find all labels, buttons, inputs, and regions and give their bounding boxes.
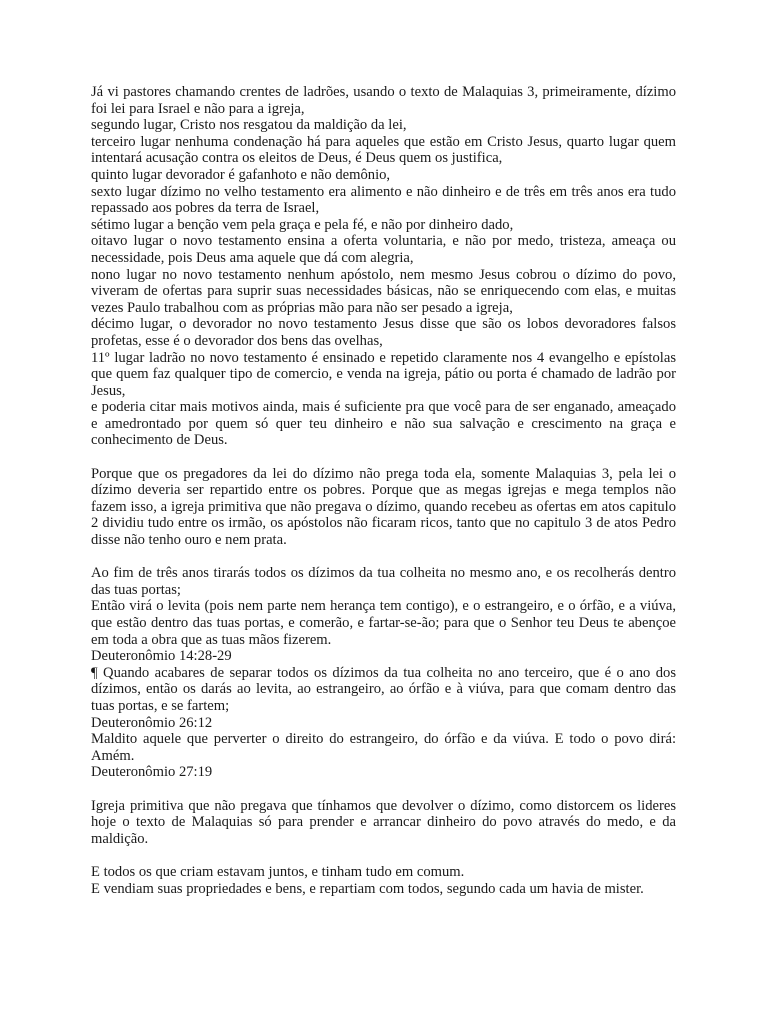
text-line: nono lugar no novo testamento nenhum apóstolo, nem mesmo Jesus cobrou o dízimo do povo, viveram de ofertas para suprir suas necessidades básicas, não se enriquecendo com elas, e muitas vezes Paulo trabalhou com as próprias mão para não ser pesado a igreja, xyxy=(91,266,676,316)
text-line: quinto lugar devorador é gafanhoto e não demônio, xyxy=(91,166,391,183)
paragraph-primitive-church: Igreja primitiva que não pregava que tínhamos que devolver o dízimo, como distorcem os lideres hoje o texto de Malaquias só para prender e arrancar dinheiro do povo através do medo, e da maldição. xyxy=(91,797,676,847)
paragraph-preachers: Porque que os pregadores da lei do dízimo não prega toda ela, somente Malaquias 3, pela lei o dízimo deveria ser repartido entre os pobres. Porque que as megas igrejas e mega templos não fazem isso, a igreja primitiva que não pregava o dízimo, quando recebeu as ofertas em atos capitulo 2 dividiu tudo entre os irmão, os apóstolos não ficaram ricos, tanto que no capitulo 3 de atos Pedro disse não tenho ouro e nem prata. xyxy=(91,465,676,549)
text-line: segundo lugar, Cristo nos resgatou da maldição da lei, xyxy=(91,117,407,134)
paragraph-gap xyxy=(91,781,676,798)
text-line: sétimo lugar a benção vem pela graça e pela fé, e não por dinheiro dado, xyxy=(91,216,514,233)
paragraph-gap xyxy=(91,847,676,864)
text-line: Então virá o levita (pois nem parte nem herança tem contigo), e o estrangeiro, e o órfão, e a viúva, que estão dentro das tuas portas, e comerão, e fartar-se-ão; para que o Senhor teu Deus te abençoe em toda a obra que as tuas mãos fizerem. xyxy=(91,598,676,648)
text-line: ¶ Quando acabares de separar todos os dízimos da tua colheita no ano terceiro, que é o ano dos dízimos, então os darás ao levita, ao estrangeiro, ao órfão e à viúva, para que comam dentro das tuas portas, e se fartem; xyxy=(91,664,676,714)
paragraph-gap xyxy=(91,449,676,466)
paragraph-acts xyxy=(91,864,676,897)
text-line: terceiro lugar nenhuma condenação há para aqueles que estão em Cristo Jesus, quarto lugar quem intentará acusação contra os eleitos de Deus, é Deus quem os justifica, xyxy=(91,133,676,167)
text-line: oitavo lugar o novo testamento ensina a oferta voluntaria, e não por medo, tristeza, ameaça ou necessidade, pois Deus ama aquele que dá com alegria, xyxy=(91,233,676,266)
text-line: e poderia citar mais motivos ainda, mais é suficiente pra que você para de ser enganado, ameaçado e amedrontado por quem só quer teu dinheiro e não sua salvação e crescimento na graça e conhecimento de Deus. xyxy=(91,399,676,449)
citation: Deuteronômio 27:19 xyxy=(91,764,213,781)
text-line: Ao fim de três anos tirarás todos os dízimos da tua colheita no mesmo ano, e os recolherás dentro das tuas portas; xyxy=(91,565,676,598)
citation: Deuteronômio 26:12 xyxy=(91,714,213,731)
text-line: Já vi pastores chamando crentes de ladrões, usando o texto de Malaquias 3, primeiramente, dízimo foi lei para Israel e não para a igreja, xyxy=(91,84,676,117)
text-line: E vendiam suas propriedades e bens, e repartiam com todos, segundo cada um havia de mister. xyxy=(91,880,644,897)
document-page xyxy=(91,84,676,897)
paragraph-gap xyxy=(91,549,676,566)
text-line: sexto lugar dízimo no velho testamento era alimento e não dinheiro e de três em três anos era tudo repassado aos pobres da terra de Israel, xyxy=(91,183,676,217)
citation: Deuteronômio 14:28-29 xyxy=(91,648,232,665)
text-line: décimo lugar, o devorador no novo testamento Jesus disse que são os lobos devoradores falsos profetas, esse é o devorador dos bens das ovelhas, xyxy=(91,316,676,349)
text-line: 11º lugar ladrão no novo testamento é ensinado e repetido claramente nos 4 evangelho e epístolas que quem faz qualquer tipo de comercio, e venda na igreja, pátio ou porta é chamado de ladrão por Jesus, xyxy=(91,349,676,399)
paragraph-deuteronomy xyxy=(91,565,676,781)
paragraph-reasons xyxy=(91,84,676,449)
text-line: E todos os que criam estavam juntos, e tinham tudo em comum. xyxy=(91,863,465,880)
text-line: Maldito aquele que perverter o direito do estrangeiro, do órfão e da viúva. E todo o povo dirá: Amém. xyxy=(91,731,676,764)
